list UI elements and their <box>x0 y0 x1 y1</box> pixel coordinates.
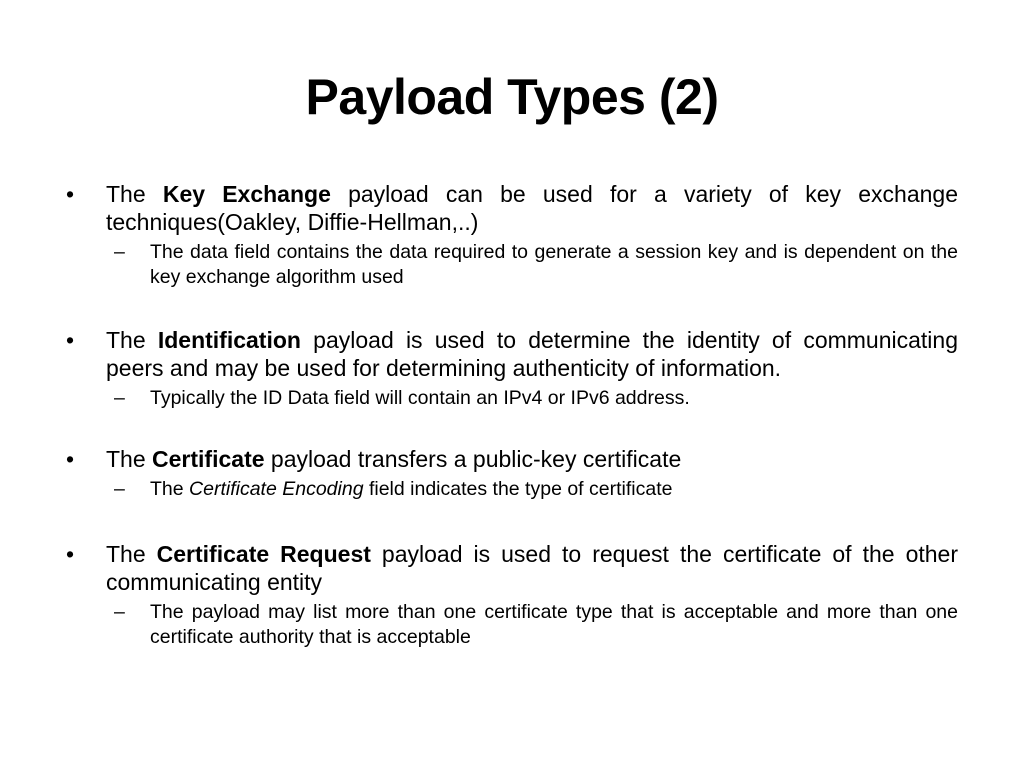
sub-bullet-text: Typically the ID Data field will contain an IPv4 or IPv6 address. <box>150 387 690 409</box>
bullet-dot-icon: • <box>66 446 75 472</box>
sub-bullet-item <box>66 477 958 502</box>
bullet-dot-icon: • <box>66 181 75 207</box>
sub-bullet-item <box>66 600 958 650</box>
sub-bullet-text-pre: The <box>150 478 190 500</box>
dash-icon: – <box>114 387 125 409</box>
bullet-bold-term: Identification <box>157 327 301 353</box>
bullet-list <box>66 180 958 686</box>
bullet-group-identification <box>66 326 958 411</box>
bullet-item <box>66 326 958 382</box>
bullet-bold-term: Certificate <box>152 446 265 472</box>
bullet-text: payload is used to request the certificate of the other communicating entity <box>106 541 958 595</box>
sub-bullet-text: The payload may list more than one certificate type that is acceptable and more than one certificate authority that is acceptable <box>150 601 958 648</box>
bullet-text: payload can be used for a variety of key exchange techniques(Oakley, Diffie-Hellman,..) <box>106 181 958 235</box>
bullet-group-certificate-request <box>66 540 958 650</box>
bullet-dot-icon: • <box>66 327 75 353</box>
sub-bullet-italic-term: Certificate Encoding <box>189 478 364 500</box>
bullet-lead: The <box>106 541 157 567</box>
bullet-lead: The <box>106 181 163 207</box>
sub-bullet-text: The data field contains the data required to generate a session key and is dependent on the key exchange algorithm used <box>150 241 958 288</box>
bullet-bold-term: Key Exchange <box>162 181 331 207</box>
bullet-dot-icon: • <box>66 541 75 567</box>
bullet-group-certificate <box>66 445 958 502</box>
dash-icon: – <box>114 601 125 623</box>
slide-title: Payload Types (2) <box>305 69 719 125</box>
bullet-item <box>66 180 958 236</box>
bullet-item <box>66 445 958 473</box>
sub-bullet-text-post: field indicates the type of certificate <box>363 478 673 500</box>
bullet-group-key-exchange <box>66 180 958 290</box>
sub-bullet-item <box>66 386 958 411</box>
sub-bullet-item <box>66 240 958 290</box>
bullet-text: payload is used to determine the identity of communicating peers and may be used for determining authenticity of information. <box>106 327 958 381</box>
bullet-item <box>66 540 958 596</box>
bullet-lead: The <box>106 446 153 472</box>
bullet-lead: The <box>106 327 158 353</box>
dash-icon: – <box>114 478 125 500</box>
dash-icon: – <box>114 241 125 263</box>
bullet-bold-term: Certificate Request <box>156 541 371 567</box>
bullet-text: payload transfers a public-key certificate <box>264 446 682 472</box>
